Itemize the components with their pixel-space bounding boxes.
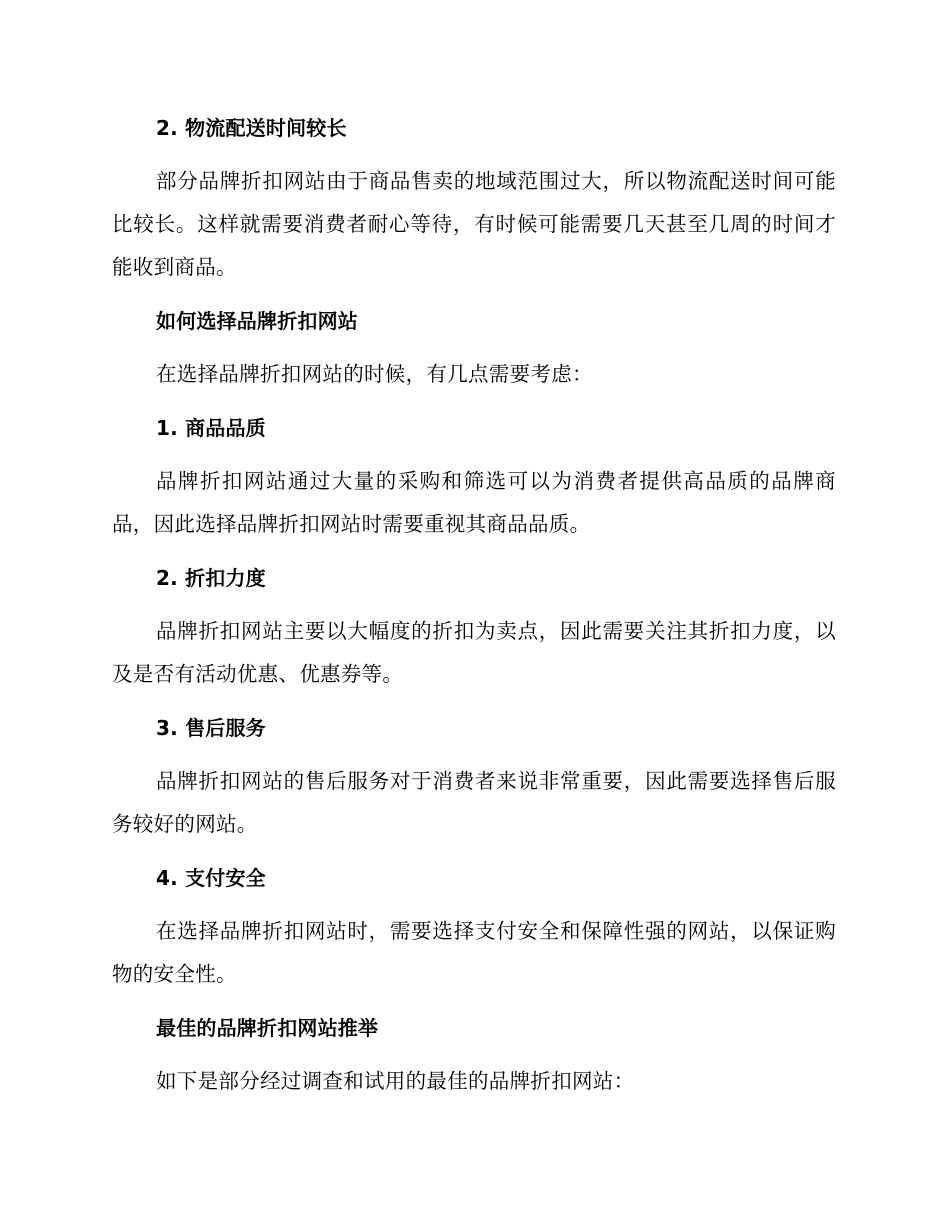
section-heading-how-to-choose: 如何选择品牌折扣网站 bbox=[156, 309, 358, 333]
paragraph-logistics: 部分品牌折扣网站由于商品售卖的地域范围过大，所以物流配送时间可能比较长。这样就需要消费者耐心等待，有时候可能需要几天甚至几周的时间才能收到商品。 bbox=[112, 169, 836, 279]
section-heading-logistics: 2. 物流配送时间较长 bbox=[156, 116, 347, 140]
document-page bbox=[112, 108, 836, 1115]
paragraph-recommendation: 如下是部分经过调查和试用的最佳的品牌折扣网站： bbox=[156, 1069, 635, 1093]
paragraph-after-sales: 品牌折扣网站的售后服务对于消费者来说非常重要，因此需要选择售后服务较好的网站。 bbox=[112, 769, 836, 836]
paragraph-quality: 品牌折扣网站通过大量的采购和筛选可以为消费者提供高品质的品牌商品，因此选择品牌折扣网站时需要重视其商品品质。 bbox=[112, 469, 836, 536]
section-heading-payment: 4. 支付安全 bbox=[156, 866, 266, 890]
section-heading-after-sales: 3. 售后服务 bbox=[156, 716, 266, 740]
section-heading-quality: 1. 商品品质 bbox=[156, 416, 266, 440]
paragraph-how-to-choose: 在选择品牌折扣网站的时候，有几点需要考虑： bbox=[156, 362, 593, 386]
section-heading-recommendation: 最佳的品牌折扣网站推举 bbox=[156, 1016, 379, 1040]
section-heading-discount: 2. 折扣力度 bbox=[156, 566, 266, 590]
paragraph-discount: 品牌折扣网站主要以大幅度的折扣为卖点，因此需要关注其折扣力度，以及是否有活动优惠、优惠券等。 bbox=[112, 619, 836, 686]
paragraph-payment: 在选择品牌折扣网站时，需要选择支付安全和保障性强的网站，以保证购物的安全性。 bbox=[112, 919, 836, 986]
